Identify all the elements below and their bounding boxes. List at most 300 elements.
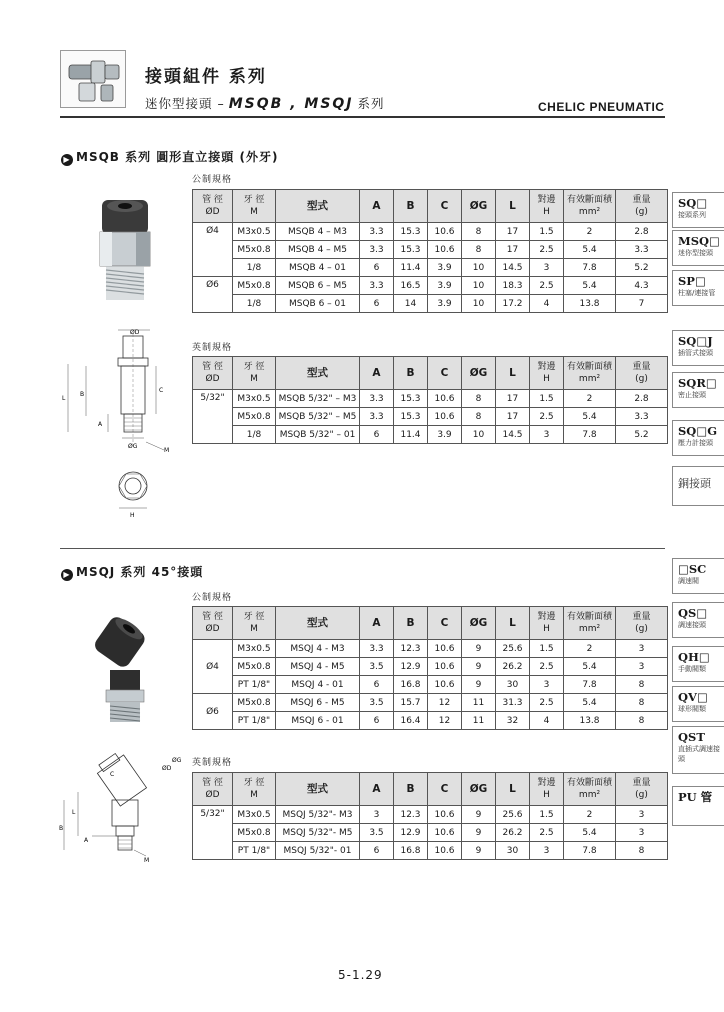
cell-l: 30 [496,842,530,860]
side-tab-description: 直插式調速接頭 [678,745,720,763]
label-l: L [72,809,76,816]
cell-a: 3.3 [360,408,394,426]
label-g: ØG [128,443,138,450]
cell-m: M5x0.8 [233,694,276,712]
cell-h: 3 [530,426,564,444]
header-a: A [360,190,394,223]
msqb-dimension-drawing [60,326,180,530]
cell-weight: 3 [616,824,668,842]
header-m_top: 牙 徑 M [233,607,276,640]
cell-g: 9 [462,676,496,694]
table-row [193,223,668,241]
cell-h: 2.5 [530,277,564,295]
header-c: C [428,773,462,806]
header-area_top: 有效斷面積 mm² [564,190,616,223]
cell-g: 9 [462,658,496,676]
header-m_top: 牙 徑 M [233,357,276,390]
section-divider [60,548,665,549]
label-m: M [164,447,170,454]
cell-a: 3 [360,806,394,824]
cell-l: 31.3 [496,694,530,712]
cell-a: 6 [360,295,394,313]
side-tab-code: □SC [678,562,707,576]
cell-l: 26.2 [496,824,530,842]
header-a: A [360,607,394,640]
header-od_top: 管 徑 ØD [193,357,233,390]
cell-c: 10.6 [428,223,462,241]
side-tab-description: 銅接頭 [678,477,711,490]
table-header-row [193,190,668,223]
page-subtitle [145,94,385,112]
cell-m: M5x0.8 [233,408,276,426]
cell-b: 12.3 [394,640,428,658]
side-tab[interactable] [672,270,724,306]
cell-m: 1/8 [233,426,276,444]
label-a: A [98,421,103,428]
msqj-title-text: MSQJ 系列 45°接頭 [76,565,204,579]
label-l: L [62,395,66,402]
cell-c: 10.6 [428,676,462,694]
cell-b: 14 [394,295,428,313]
cell-b: 11.4 [394,426,428,444]
label-od: ØD [130,329,140,336]
header-a: A [360,357,394,390]
cell-a: 6 [360,712,394,730]
cell-area: 13.8 [564,712,616,730]
cell-c: 3.9 [428,295,462,313]
header-weight_top: 重量 (g) [616,607,668,640]
side-tab-description: 接頭系列 [678,211,706,219]
cell-area: 5.4 [564,824,616,842]
cell-a: 6 [360,676,394,694]
cell-m: M5x0.8 [233,277,276,295]
side-tab[interactable] [672,786,724,826]
cell-area: 7.8 [564,676,616,694]
header-a: A [360,773,394,806]
cell-h: 3 [530,259,564,277]
cell-a: 3.3 [360,223,394,241]
side-tab-description: 調速閥 [678,577,699,585]
cell-b: 12.9 [394,824,428,842]
cell-a: 3.5 [360,658,394,676]
cell-b: 15.3 [394,223,428,241]
cell-g: 9 [462,640,496,658]
msqj-imperial-label: 英制規格 [192,758,233,768]
label-c: C [159,387,164,394]
header-m_top: 牙 徑 M [233,773,276,806]
cell-weight: 3 [616,658,668,676]
cell-model: MSQB 6 – M5 [276,277,360,295]
cell-h: 2.5 [530,658,564,676]
cell-g: 11 [462,712,496,730]
cell-b: 15.3 [394,408,428,426]
cell-area: 2 [564,390,616,408]
table-row [193,640,668,658]
cell-area: 2 [564,640,616,658]
side-tab-description: 壓力計接頭 [678,439,713,447]
cell-m: M5x0.8 [233,241,276,259]
cell-od: Ø4 [193,640,233,694]
table-row [193,806,668,824]
side-tab[interactable] [672,230,724,266]
table-row [193,712,668,730]
cell-area: 7.8 [564,259,616,277]
cell-model: MSQJ 4 - 01 [276,676,360,694]
header-area_top: 有效斷面積 mm² [564,357,616,390]
cell-c: 10.6 [428,408,462,426]
subtitle-suffix: 系列 [357,96,385,111]
table-row [193,694,668,712]
msqb-imperial-table [192,356,668,444]
cell-l: 17 [496,241,530,259]
msqb-imperial-label: 英制規格 [192,343,233,353]
cell-b: 12.3 [394,806,428,824]
cell-od: 5/32" [193,806,233,860]
side-tab-code: SP□ [678,274,706,288]
side-tab-code: MSQ□ [678,234,720,248]
header-g: ØG [462,773,496,806]
cell-weight: 3.3 [616,408,668,426]
cell-m: 1/8 [233,259,276,277]
table-row [193,824,668,842]
msqj-product-photo [88,618,158,732]
side-tab[interactable] [672,726,724,774]
side-tab[interactable] [672,466,724,506]
header-l: L [496,357,530,390]
header-product-thumbnail [60,50,126,108]
table-row [193,241,668,259]
header-b: B [394,773,428,806]
cell-b: 16.8 [394,842,428,860]
table-header-row [193,773,668,806]
side-tab[interactable] [672,420,724,456]
side-tab-code: SQR□ [678,376,717,390]
cell-l: 17.2 [496,295,530,313]
msqj-imperial-table [192,772,668,860]
header-g: ØG [462,357,496,390]
cell-model: MSQB 5/32" – 01 [276,426,360,444]
subtitle-models: MSQB , MSQJ [228,96,354,112]
cell-weight: 3 [616,640,668,658]
table-header-row [193,357,668,390]
side-tab-code: SQ□G [678,424,718,438]
side-tab-code: QH□ [678,650,710,664]
cell-area: 5.4 [564,694,616,712]
cell-l: 25.6 [496,806,530,824]
side-tab[interactable] [672,686,724,722]
cell-h: 2.5 [530,241,564,259]
cell-l: 26.2 [496,658,530,676]
header-c: C [428,357,462,390]
cell-area: 5.4 [564,658,616,676]
cell-h: 1.5 [530,640,564,658]
msqb-section-title [61,148,278,166]
cell-c: 3.9 [428,277,462,295]
cell-weight: 8 [616,842,668,860]
cell-b: 15.3 [394,241,428,259]
cell-c: 10.6 [428,640,462,658]
label-m: M [144,857,150,864]
cell-m: M3x0.5 [233,390,276,408]
cell-c: 3.9 [428,426,462,444]
cell-l: 18.3 [496,277,530,295]
header-divider [60,116,665,118]
subtitle-prefix: 迷你型接頭 – [145,96,225,111]
cell-a: 6 [360,259,394,277]
cell-a: 3.3 [360,277,394,295]
header-l: L [496,773,530,806]
cell-c: 10.6 [428,241,462,259]
header-c: C [428,607,462,640]
cell-model: MSQJ 6 - M5 [276,694,360,712]
side-tab[interactable] [672,372,724,408]
table-row [193,676,668,694]
cell-weight: 8 [616,676,668,694]
cell-model: MSQJ 6 - 01 [276,712,360,730]
side-tab[interactable] [672,558,724,594]
header-od_top: 管 徑 ØD [193,190,233,223]
cell-g: 9 [462,842,496,860]
cell-h: 1.5 [530,390,564,408]
cell-model: MSQB 5/32" – M5 [276,408,360,426]
msqb-metric-label: 公制規格 [192,175,233,185]
cell-area: 2 [564,223,616,241]
cell-area: 7.8 [564,426,616,444]
cell-weight: 5.2 [616,259,668,277]
cell-l: 17 [496,223,530,241]
cell-model: MSQB 4 – 01 [276,259,360,277]
header-model: 型式 [276,607,360,640]
label-g: ØG [172,757,182,764]
cell-od: 5/32" [193,390,233,444]
side-tab[interactable] [672,602,724,638]
header-od_top: 管 徑 ØD [193,773,233,806]
cell-od: Ø6 [193,277,233,313]
cell-g: 8 [462,390,496,408]
cell-a: 3.5 [360,824,394,842]
msqb-product-photo [90,196,160,310]
cell-a: 3.3 [360,390,394,408]
cell-weight: 8 [616,694,668,712]
cell-area: 5.4 [564,241,616,259]
header-area_top: 有效斷面積 mm² [564,607,616,640]
side-tab[interactable] [672,330,724,366]
cell-g: 8 [462,241,496,259]
header-h_top: 對邊 H [530,190,564,223]
table-row [193,842,668,860]
table-row [193,408,668,426]
cell-h: 2.5 [530,694,564,712]
header-b: B [394,607,428,640]
cell-a: 3.3 [360,640,394,658]
cell-a: 3.3 [360,241,394,259]
cell-weight: 3 [616,806,668,824]
table-row [193,295,668,313]
cell-g: 10 [462,426,496,444]
msqj-section-title [61,563,203,581]
header-c: C [428,190,462,223]
cell-m: PT 1/8" [233,676,276,694]
cell-l: 17 [496,408,530,426]
cell-m: PT 1/8" [233,842,276,860]
table-row [193,277,668,295]
header-weight_top: 重量 (g) [616,773,668,806]
cell-m: M3x0.5 [233,223,276,241]
arrow-icon: ▶ [61,569,73,581]
label-b: B [59,825,64,832]
cell-b: 12.9 [394,658,428,676]
cell-h: 1.5 [530,223,564,241]
cell-g: 11 [462,694,496,712]
cell-l: 14.5 [496,426,530,444]
cell-c: 12 [428,712,462,730]
header-model: 型式 [276,773,360,806]
table-row [193,426,668,444]
cell-model: MSQB 4 – M5 [276,241,360,259]
cell-area: 7.8 [564,842,616,860]
cell-h: 3 [530,842,564,860]
cell-od: Ø4 [193,223,233,277]
cell-model: MSQB 4 – M3 [276,223,360,241]
cell-model: MSQJ 5/32"- 01 [276,842,360,860]
cell-model: MSQB 6 – 01 [276,295,360,313]
header-b: B [394,190,428,223]
label-od: ØD [162,765,172,772]
cell-model: MSQJ 5/32"- M5 [276,824,360,842]
cell-m: PT 1/8" [233,712,276,730]
header-l: L [496,190,530,223]
side-tab[interactable] [672,192,724,228]
table-row [193,390,668,408]
cell-area: 5.4 [564,277,616,295]
header-h_top: 對邊 H [530,607,564,640]
cell-c: 10.6 [428,824,462,842]
table-header-row [193,607,668,640]
msqj-metric-table [192,606,668,730]
cell-c: 10.6 [428,842,462,860]
cell-weight: 2.8 [616,390,668,408]
cell-h: 4 [530,712,564,730]
side-tab-description: 密止接頭 [678,391,706,399]
cell-m: M5x0.8 [233,658,276,676]
header-weight_top: 重量 (g) [616,190,668,223]
cell-area: 2 [564,806,616,824]
side-tab-code: QST [678,730,705,744]
cell-h: 2.5 [530,408,564,426]
cell-weight: 5.2 [616,426,668,444]
cell-g: 10 [462,277,496,295]
header-model: 型式 [276,190,360,223]
arrow-icon: ▶ [61,154,73,166]
header-b: B [394,357,428,390]
cell-b: 16.4 [394,712,428,730]
cell-m: M3x0.5 [233,806,276,824]
brand-name: CHELIC PNEUMATIC [538,100,665,114]
cell-h: 3 [530,676,564,694]
cell-c: 12 [428,694,462,712]
cell-g: 8 [462,223,496,241]
header-g: ØG [462,190,496,223]
cell-c: 10.6 [428,806,462,824]
side-tab-description: 手動閥類 [678,665,706,673]
cell-l: 30 [496,676,530,694]
cell-l: 17 [496,390,530,408]
cell-a: 3.5 [360,694,394,712]
cell-g: 8 [462,408,496,426]
cell-a: 6 [360,426,394,444]
side-tab[interactable] [672,646,724,682]
side-tab-code: QV□ [678,690,708,704]
cell-g: 10 [462,295,496,313]
side-tab-code: SQ□J [678,334,713,348]
cell-l: 25.6 [496,640,530,658]
header-h_top: 對邊 H [530,773,564,806]
cell-b: 16.8 [394,676,428,694]
cell-area: 5.4 [564,408,616,426]
cell-c: 10.6 [428,658,462,676]
side-tab-code: QS□ [678,606,708,620]
label-b: B [80,391,85,398]
table-row [193,658,668,676]
cell-model: MSQJ 4 - M5 [276,658,360,676]
side-tab-description: 插管式接頭 [678,349,713,357]
cell-g: 9 [462,806,496,824]
header-od_top: 管 徑 ØD [193,607,233,640]
cell-m: 1/8 [233,295,276,313]
cell-g: 10 [462,259,496,277]
side-tab-code: SQ□ [678,196,708,210]
msqb-title-text: MSQB 系列 圓形直立接頭 (外牙) [76,150,279,164]
cell-weight: 2.8 [616,223,668,241]
side-tab-code: PU 管 [678,790,713,804]
side-tab-description: 球形閥類 [678,705,706,713]
cell-c: 10.6 [428,390,462,408]
cell-model: MSQJ 5/32"- M3 [276,806,360,824]
cell-l: 32 [496,712,530,730]
msqj-dimension-drawing [60,752,190,876]
cell-b: 15.7 [394,694,428,712]
cell-weight: 7 [616,295,668,313]
cell-weight: 4.3 [616,277,668,295]
cell-weight: 8 [616,712,668,730]
cell-h: 2.5 [530,824,564,842]
cell-model: MSQB 5/32" – M3 [276,390,360,408]
cell-l: 14.5 [496,259,530,277]
cell-m: M5x0.8 [233,824,276,842]
side-tab-description: 柱塞/連接管 [678,289,716,297]
label-a: A [84,837,89,844]
header-model: 型式 [276,357,360,390]
cell-area: 13.8 [564,295,616,313]
cell-od: Ø6 [193,694,233,730]
cell-b: 16.5 [394,277,428,295]
cell-g: 9 [462,824,496,842]
cell-h: 4 [530,295,564,313]
label-h: H [130,512,135,519]
label-c: C [110,771,115,778]
msqb-metric-table [192,189,668,313]
page-number: 5-1.29 [338,968,383,982]
header-g: ØG [462,607,496,640]
header-weight_top: 重量 (g) [616,357,668,390]
msqj-metric-label: 公制規格 [192,593,233,603]
cell-c: 3.9 [428,259,462,277]
cell-h: 1.5 [530,806,564,824]
cell-model: MSQJ 4 - M3 [276,640,360,658]
table-row [193,259,668,277]
side-tab-description: 迷你型接頭 [678,249,713,257]
cell-b: 15.3 [394,390,428,408]
